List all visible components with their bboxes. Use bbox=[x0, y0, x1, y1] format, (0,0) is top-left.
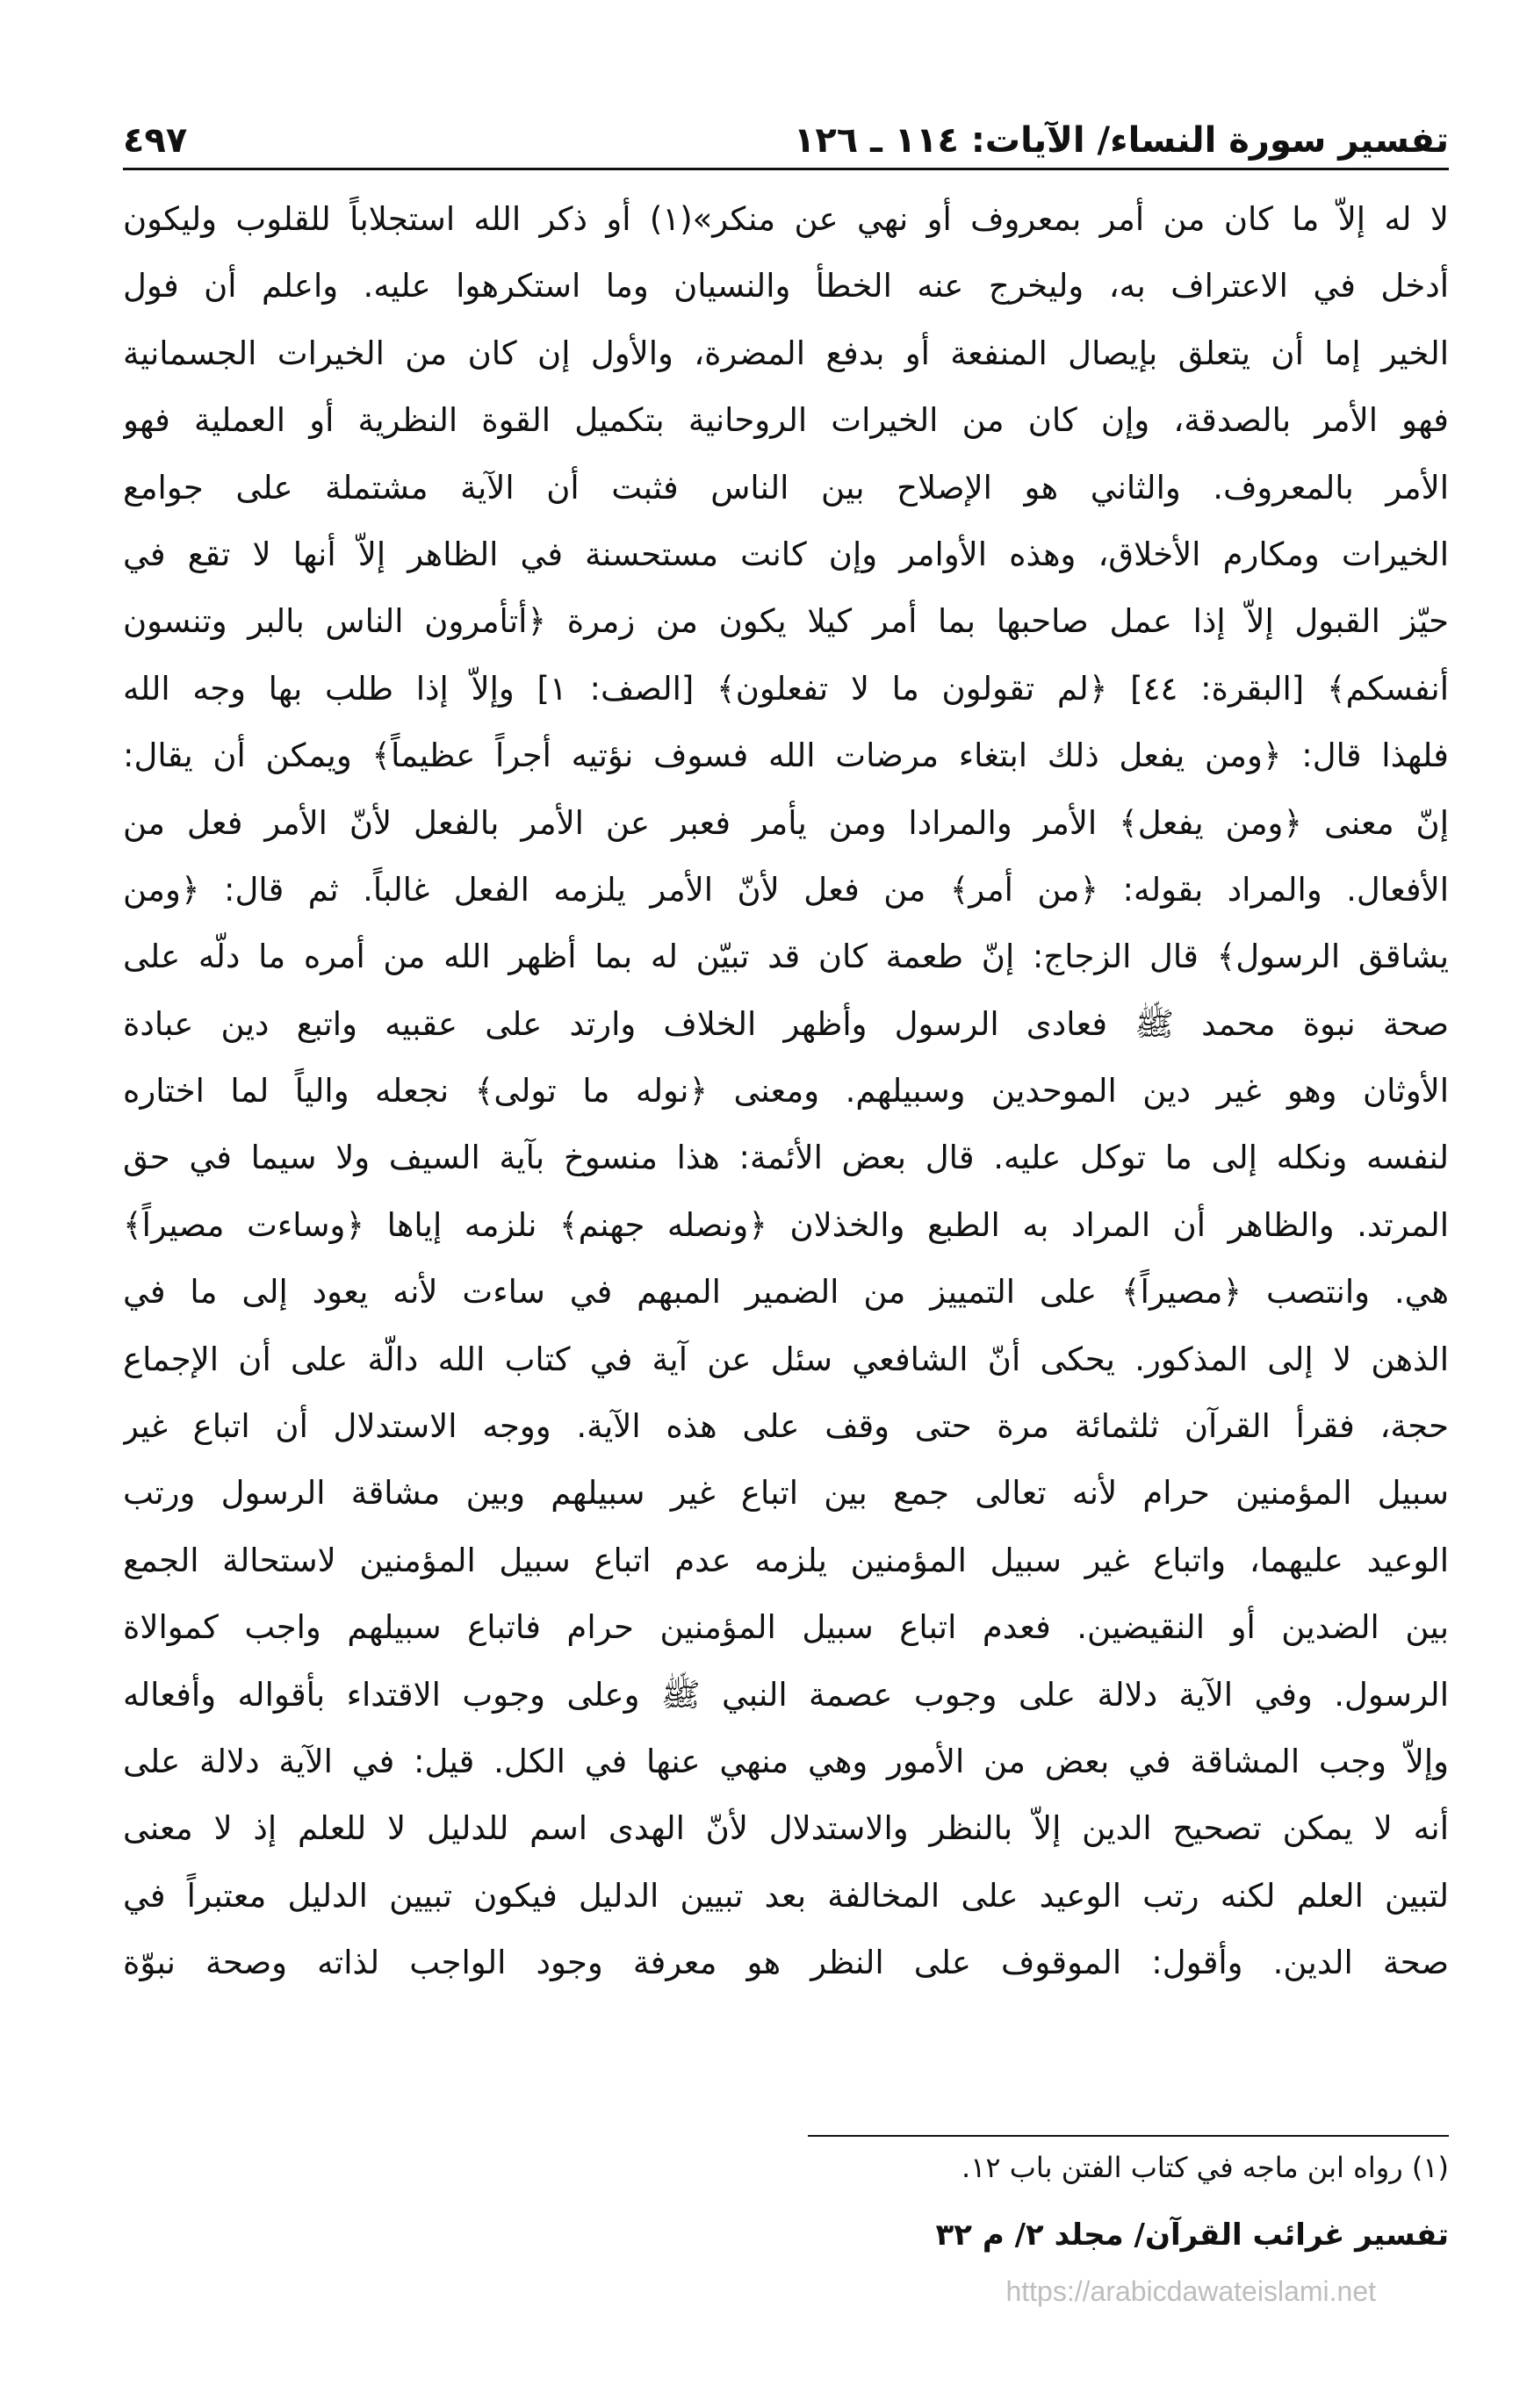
text-line: الأفعال. والمراد بقوله: ﴿من أمر﴾ من فعل لأنّ الأمر يلزمه الفعل غالباً. ثم قال: ﴿ومن bbox=[123, 870, 1449, 909]
text-line: صحة الدين. وأقول: الموقوف على النظر هو معرفة وجود الواجب لذاته وصحة نبوّة bbox=[123, 1944, 1449, 1982]
text-line: فهو الأمر بالصدقة، وإن كان من الخيرات الروحانية بتكميل القوة النظرية أو العملية فهو bbox=[123, 401, 1449, 440]
text-line: أنفسكم﴾ [البقرة: ٤٤] ﴿لم تقولون ما لا تفعلون﴾ [الصف: ١] وإلاّ إذا طلب بها وجه الله bbox=[123, 669, 1449, 708]
text-line: الخير إما أن يتعلق بإيصال المنفعة أو بدفع المضرة، والأول إن كان من الخيرات الجسمانية bbox=[123, 334, 1449, 372]
text-line: الرسول. وفي الآية دلالة على وجوب عصمة النبي ﷺ وعلى وجوب الاقتداء بأقواله وأفعاله bbox=[123, 1675, 1449, 1714]
text-line: حيّز القبول إلاّ إذا عمل صاحبها بما أمر كيلا يكون من زمرة ﴿أتأمرون الناس بالبر وتنسون bbox=[123, 602, 1449, 641]
text-line: لنفسه ونكله إلى ما توكل عليه. قال بعض الأئمة: هذا منسوخ بآية السيف ولا سيما في حق bbox=[123, 1139, 1449, 1177]
running-head bbox=[123, 112, 1449, 170]
text-line: لا له إلاّ ما كان من أمر بمعروف أو نهي عن منكر»(١) أو ذكر الله استجلاباً للقلوب وليكون bbox=[123, 200, 1449, 238]
text-line: حجة، فقرأ القرآن ثلثمائة مرة حتى وقف على هذه الآية. ووجه الاستدلال أن اتباع غير bbox=[123, 1407, 1449, 1446]
text-line: سبيل المؤمنين حرام لأنه تعالى جمع بين اتباع غير سبيلهم وبين مشاقة الرسول ورتب bbox=[123, 1474, 1449, 1513]
page-number: ٤٩٧ bbox=[123, 120, 188, 161]
text-line: إنّ معنى ﴿ومن يفعل﴾ الأمر والمرادا ومن يأمر فعبر عن الأمر بالفعل لأنّ الأمر فعل من bbox=[123, 803, 1449, 842]
text-line: الخيرات ومكارم الأخلاق، وهذه الأوامر وإن كانت مستحسنة في الظاهر إلاّ أنها لا تقع في bbox=[123, 535, 1449, 573]
footnote-divider bbox=[808, 2135, 1449, 2137]
text-line: هي. وانتصب ﴿مصيراً﴾ على التمييز من الضمير المبهم في ساءت لأنه يعود إلى ما في bbox=[123, 1273, 1449, 1312]
text-line: الأمر بالمعروف. والثاني هو الإصلاح بين الناس فثبت أن الآية مشتملة على جوامع bbox=[123, 468, 1449, 507]
footnote: (١) رواه ابن ماجه في كتاب الفتن باب ١٢. bbox=[961, 2151, 1449, 2184]
volume-signature: تفسير غرائب القرآن/ مجلد ٢/ م ٣٢ bbox=[935, 2218, 1449, 2253]
running-head-title: تفسير سورة النساء/ الآيات: ١١٤ ـ ١٢٦ bbox=[793, 120, 1449, 161]
body-text bbox=[123, 186, 1449, 1997]
text-line: يشاقق الرسول﴾ قال الزجاج: إنّ طعمة كان قد تبيّن له بما أظهر الله من أمره ما دلّه على bbox=[123, 938, 1449, 976]
text-line: الذهن لا إلى المذكور. يحكى أنّ الشافعي سئل عن آية في كتاب الله دالّة على أن الإجماع bbox=[123, 1340, 1449, 1378]
text-line: فلهذا قال: ﴿ومن يفعل ذلك ابتغاء مرضات الله فسوف نؤتيه أجراً عظيماً﴾ ويمكن أن يقال: bbox=[123, 737, 1449, 775]
watermark-url: https://arabicdawateislami.net bbox=[1005, 2275, 1376, 2307]
text-line: صحة نبوة محمد ﷺ فعادى الرسول وأظهر الخلاف وارتد على عقبيه واتبع دين عبادة bbox=[123, 1004, 1449, 1043]
text-line: بين الضدين أو النقيضين. فعدم اتباع سبيل المؤمنين حرام فاتباع سبيلهم واجب كموالاة bbox=[123, 1608, 1449, 1647]
text-line: لتبين العلم لكنه رتب الوعيد على المخالفة بعد تبيين الدليل فيكون تبيين الدليل معتبراً في bbox=[123, 1876, 1449, 1915]
text-line: أنه لا يمكن تصحيح الدين إلاّ بالنظر والاستدلال لأنّ الهدى اسم للدليل لا للعلم إذ لا معنى bbox=[123, 1809, 1449, 1848]
text-line: الأوثان وهو غير دين الموحدين وسبيلهم. ومعنى ﴿نوله ما تولى﴾ نجعله والياً لما اختاره bbox=[123, 1072, 1449, 1111]
text-line: أدخل في الاعتراف به، وليخرج عنه الخطأ والنسيان وما استكرهوا عليه. واعلم أن فول bbox=[123, 267, 1449, 305]
text-line: الوعيد عليهما، واتباع غير سبيل المؤمنين يلزمه عدم اتباع سبيل المؤمنين لاستحالة الجمع bbox=[123, 1541, 1449, 1579]
text-line: وإلاّ وجب المشاقة في بعض من الأمور وهي منهي عنها في الكل. قيل: في الآية دلالة على bbox=[123, 1742, 1449, 1780]
text-line: المرتد. والظاهر أن المراد به الطبع والخذلان ﴿ونصله جهنم﴾ نلزمه إياها ﴿وساءت مصيراً﴾ bbox=[123, 1205, 1449, 1244]
